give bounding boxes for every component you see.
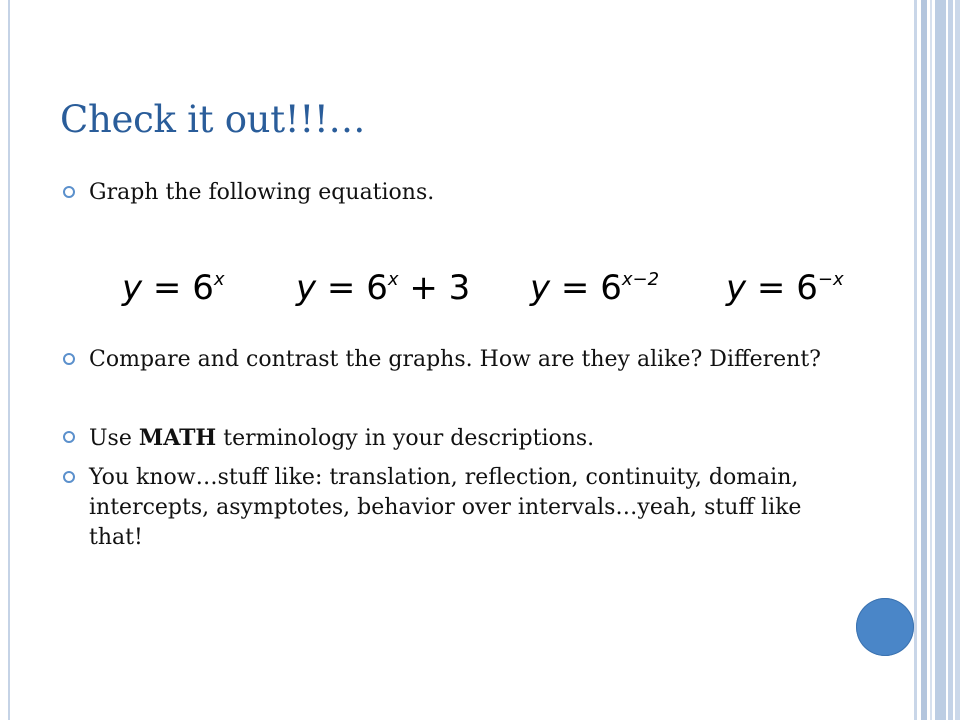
- bullet-ring-icon: [63, 353, 75, 365]
- equation-lhs: y: [296, 268, 317, 308]
- equation: [296, 268, 470, 308]
- equation-lhs: y: [726, 268, 747, 308]
- equation-exponent: x: [387, 269, 399, 290]
- equation-base: 6: [796, 268, 818, 308]
- bullet-ring-icon: [63, 431, 75, 443]
- bullet-text-bold: MATH: [138, 425, 217, 451]
- stripe: [955, 0, 960, 720]
- decorative-circle: [856, 598, 914, 656]
- bullet-text: You know…stuff like: translation, reflection, continuity, domain, intercepts, asymptotes, behavior over intervals…yeah, stuff like that!: [89, 465, 802, 550]
- stripe: [930, 0, 932, 720]
- equation-equals: =: [316, 268, 367, 308]
- stripe: [921, 0, 927, 720]
- equation: [726, 268, 844, 308]
- equation-equals: =: [746, 268, 797, 308]
- equation-base: 6: [600, 268, 622, 308]
- bullet-text: Compare and contrast the graphs. How are they alike? Different?: [89, 347, 821, 372]
- equation: [122, 268, 225, 308]
- left-frame-line: [8, 0, 10, 720]
- equation-exponent: −x: [817, 269, 844, 290]
- equation-lhs: y: [122, 268, 143, 308]
- equation-equals: =: [142, 268, 193, 308]
- equation-tail: + 3: [398, 268, 471, 308]
- slide-title: Check it out!!!…: [60, 98, 366, 141]
- bullet-ring-icon: [63, 186, 75, 198]
- equation-exponent: x−2: [621, 269, 660, 290]
- equation-lhs: y: [530, 268, 551, 308]
- stripe: [935, 0, 946, 720]
- stripe: [914, 0, 917, 720]
- bullet-text: [89, 423, 829, 454]
- bullet-text: Graph the following equations.: [89, 180, 435, 205]
- decorative-stripes: [914, 0, 960, 720]
- bullet-ring-icon: [63, 471, 75, 483]
- equation-equals: =: [550, 268, 601, 308]
- equations-row: [0, 268, 960, 328]
- equation-base: 6: [192, 268, 214, 308]
- bullet-text-suffix: terminology in your descriptions.: [216, 426, 595, 451]
- bullet-text-prefix: Use: [89, 426, 139, 451]
- equation: [530, 268, 659, 308]
- stripe: [948, 0, 953, 720]
- equation-exponent: x: [213, 269, 225, 290]
- equation-base: 6: [366, 268, 388, 308]
